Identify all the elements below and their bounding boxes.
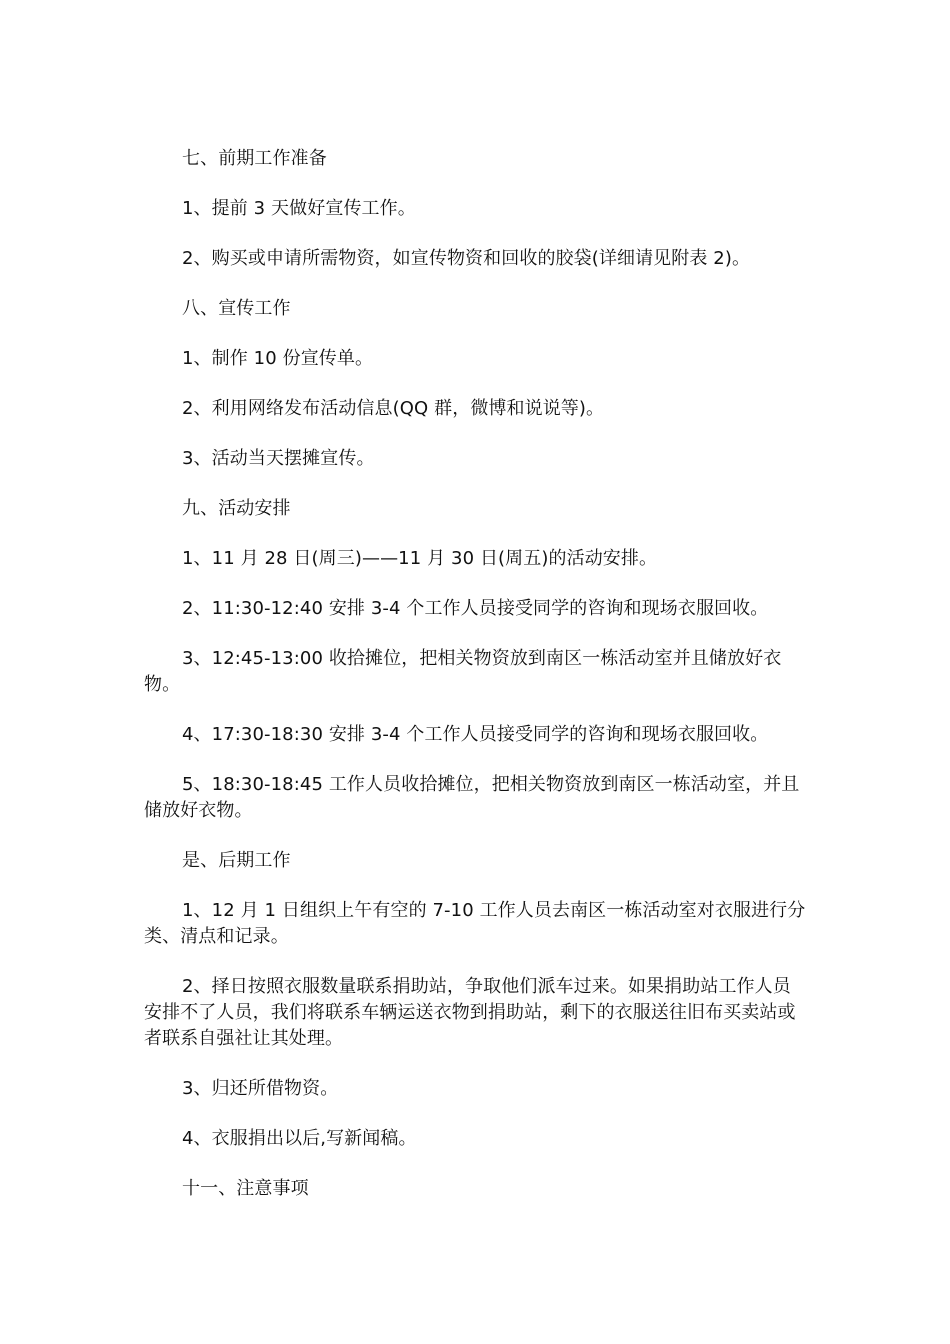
section-heading-publicity: 八、宣传工作 [182,298,291,319]
paragraph: 3、归还所借物资。 [182,1078,339,1099]
document-body [144,146,808,1226]
paragraph: 2、11:30-12:40 安排 3-4 个工作人员接受同学的咨询和现场衣服回收。 [182,598,769,619]
paragraph: 1、提前 3 天做好宣传工作。 [182,198,416,219]
section-heading-prep: 七、前期工作准备 [182,148,327,169]
section-heading-schedule: 九、活动安排 [182,498,291,519]
paragraph: 2、购买或申请所需物资，如宣传物资和回收的胶袋(详细请见附表 2)。 [182,248,751,269]
section-heading-followup: 是、后期工作 [182,850,291,871]
paragraph: 3、活动当天摆摊宣传。 [182,448,375,469]
paragraph: 2、利用网络发布活动信息(QQ 群，微博和说说等)。 [182,398,605,419]
paragraph: 3、12:45-13:00 收拾摊位，把相关物资放到南区一栋活动室并且储放好衣物。 [144,648,782,695]
paragraph: 1、制作 10 份宣传单。 [182,348,374,369]
paragraph: 2、择日按照衣服数量联系捐助站，争取他们派车过来。如果捐助站工作人员安排不了人员，我们将联系车辆运送衣物到捐助站，剩下的衣服送往旧布买卖站或者联系自强社让其处理。 [144,976,796,1049]
paragraph: 5、18:30-18:45 工作人员收拾摊位，把相关物资放到南区一栋活动室，并且储放好衣物。 [144,774,800,821]
paragraph: 4、衣服捐出以后,写新闻稿。 [182,1128,417,1149]
section-heading-notes: 十一、注意事项 [182,1178,309,1199]
paragraph: 1、11 月 28 日(周三)——11 月 30 日(周五)的活动安排。 [182,548,658,569]
paragraph: 4、17:30-18:30 安排 3-4 个工作人员接受同学的咨询和现场衣服回收。 [182,724,769,745]
paragraph: 1、12 月 1 日组织上午有空的 7-10 工作人员去南区一栋活动室对衣服进行分类、清点和记录。 [144,900,806,947]
